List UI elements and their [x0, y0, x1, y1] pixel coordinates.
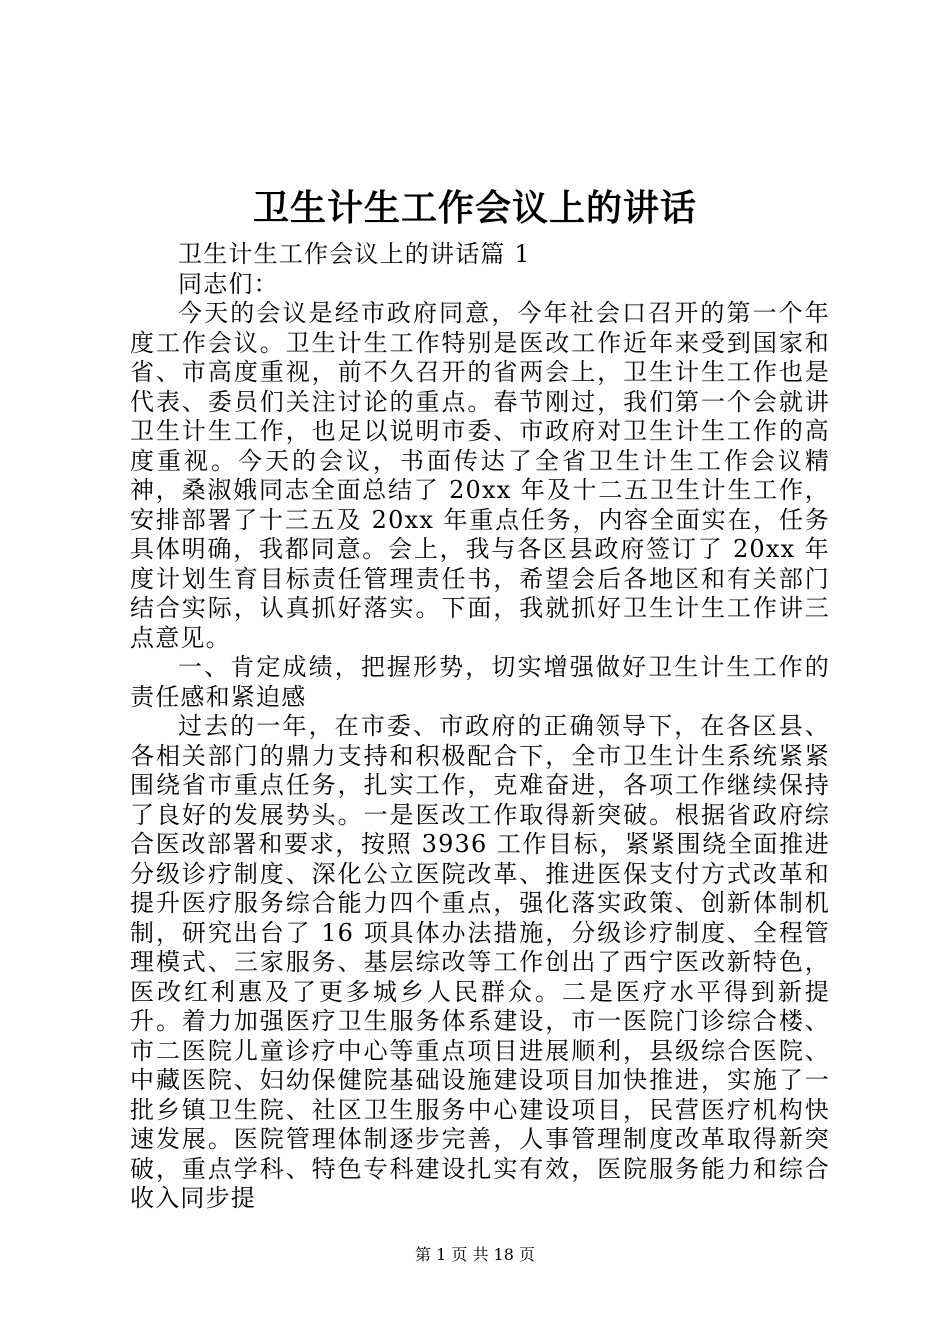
document-body [130, 240, 830, 1214]
page-footer: 第 1 页 共 18 页 [415, 1245, 535, 1264]
document-title: 卫生计生工作会议上的讲话 [252, 187, 697, 229]
section-heading: 一、肯定成绩，把握形势，切实增强做好卫生计生工作的责任感和紧迫感 [130, 653, 830, 711]
subtitle-paragraph: 卫生计生工作会议上的讲话篇 1 [178, 240, 531, 268]
salutation-paragraph: 同志们： [178, 269, 279, 298]
body-paragraph: 过去的一年，在市委、市政府的正确领导下，在各区县、各相关部门的鼎力支持和积极配合下，全市卫生计生系统紧紧围绕省市重点任务，扎实工作，克难奋进，各项工作继续保持了良好的发展势头。一是医改工作取得新突破。根据省政府综合医改部署和要求，按照 3936 工作目标，紧紧围绕全面推进分级诊疗制度、深化公立医院改革、推进医保支付方式改革和提升医疗服务综合能力四个重点，强化落实政策、创新体制机制，研究出台了 16 项具体办法措施，分级诊疗制度、全程管理模式、三家服务、基层综改等工作创出了西宁医改新特色，医改红利惠及了更多城乡人民群众。二是医疗水平得到新提升。着力加强医疗卫生服务体系建设，市一医院门诊综合楼、市二医院儿童诊疗中心等重点项目进展顺利，县级综合医院、中藏医院、妇幼保健院基础设施建设项目加快推进，实施了一批乡镇卫生院、社区卫生服务中心建设项目，民营医疗机构快速发展。医院管理体制逐步完善，人事管理制度改革取得新突破，重点学科、特色专科建设扎实有效，医院服务能力和综合收入同步提 [130, 712, 830, 1212]
body-paragraph: 今天的会议是经市政府同意，今年社会口召开的第一个年度工作会议。卫生计生工作特别是医改工作近年来受到国家和省、市高度重视，前不久召开的省两会上，卫生计生工作也是代表、委员们关注讨论的重点。春节刚过，我们第一个会就讲卫生计生工作，也足以说明市委、市政府对卫生计生工作的高度重视。今天的会议，书面传达了全省卫生计生工作会议精神，桑淑娥同志全面总结了 20xx 年及十二五卫生计生工作，安排部署了十三五及 20xx 年重点任务，内容全面实在，任务具体明确，我都同意。会上，我与各区县政府签订了 20xx 年度计划生育目标责任管理责任书，希望会后各地区和有关部门结合实际，认真抓好落实。下面，我就抓好卫生计生工作讲三点意见。 [130, 299, 830, 652]
